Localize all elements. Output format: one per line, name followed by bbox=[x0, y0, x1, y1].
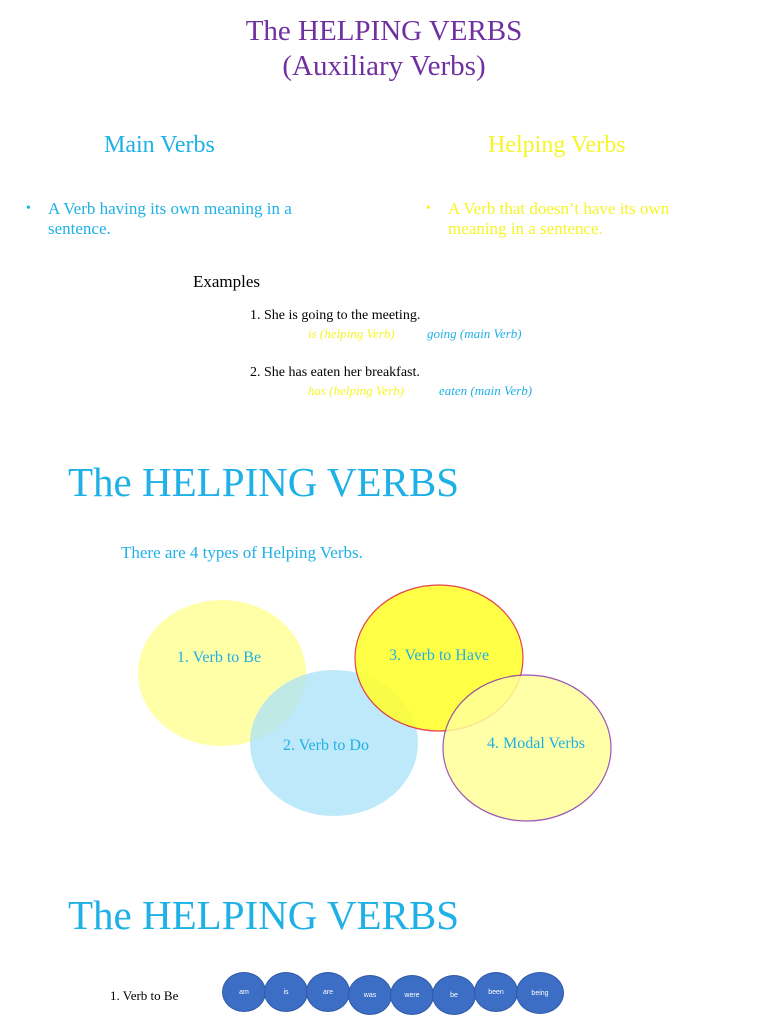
bullet-icon: • bbox=[26, 201, 31, 216]
form-pill-been bbox=[474, 972, 518, 1012]
verb-to-be-row-label: 1. Verb to Be bbox=[110, 988, 179, 1003]
examples-label: Examples bbox=[193, 272, 261, 291]
slide2-title: The HELPING VERBS bbox=[68, 459, 460, 505]
verb-to-be-label: 1. Verb to Be bbox=[176, 649, 262, 666]
types-intro: There are 4 types of Helping Verbs. bbox=[121, 543, 363, 562]
example-2-main-note: eaten (main Verb) bbox=[439, 383, 533, 398]
form-pill-were bbox=[390, 975, 434, 1015]
example-1-helping-note: is (helping Verb) bbox=[308, 326, 395, 341]
slide1-title bbox=[0, 14, 768, 84]
helping-verbs-definition-text: A Verb that doesn’t have its own meaning in a sentence. bbox=[448, 199, 670, 238]
form-pill-text: were bbox=[404, 992, 420, 999]
form-pill-text: are bbox=[322, 989, 334, 996]
main-verbs-heading: Main Verbs bbox=[104, 132, 215, 158]
example-sentence-2: 2. She has eaten her breakfast. bbox=[250, 365, 420, 380]
form-pill-text: been bbox=[488, 989, 504, 996]
modal-verbs-label: 4. Modal Verbs bbox=[487, 735, 585, 752]
verb-to-have-label: 3. Verb to Have bbox=[388, 647, 490, 664]
helping-verbs-definition bbox=[426, 199, 726, 239]
form-pill-text: is bbox=[283, 989, 289, 996]
verb-to-do-label: 2. Verb to Do bbox=[283, 737, 369, 754]
main-verbs-definition bbox=[26, 199, 316, 239]
slide1-title-line2: (Auxiliary Verbs) bbox=[282, 50, 486, 82]
form-pill-be bbox=[432, 975, 476, 1015]
helping-verbs-heading: Helping Verbs bbox=[488, 132, 626, 158]
bullet-icon: • bbox=[426, 201, 431, 216]
form-pill-was bbox=[348, 975, 392, 1015]
slide3-title: The HELPING VERBS bbox=[68, 892, 460, 938]
form-pill-text: am bbox=[239, 989, 249, 996]
form-pill-text: be bbox=[450, 992, 458, 999]
form-pill-am bbox=[222, 972, 266, 1012]
form-pill-being bbox=[516, 972, 564, 1014]
form-pill-text: was bbox=[363, 992, 377, 999]
slide1-title-line1: The HELPING VERBS bbox=[245, 15, 523, 47]
helping-verb-types-venn bbox=[0, 580, 768, 840]
form-pill-text: being bbox=[531, 990, 549, 997]
example-1-main-note: going (main Verb) bbox=[427, 326, 522, 341]
main-verbs-definition-text: A Verb having its own meaning in a sentence. bbox=[48, 199, 292, 238]
form-pill-is bbox=[264, 972, 308, 1012]
example-2-helping-note: has (helping Verb) bbox=[308, 383, 405, 398]
example-sentence-1: 1. She is going to the meeting. bbox=[250, 308, 421, 323]
form-pill-are bbox=[306, 972, 350, 1012]
